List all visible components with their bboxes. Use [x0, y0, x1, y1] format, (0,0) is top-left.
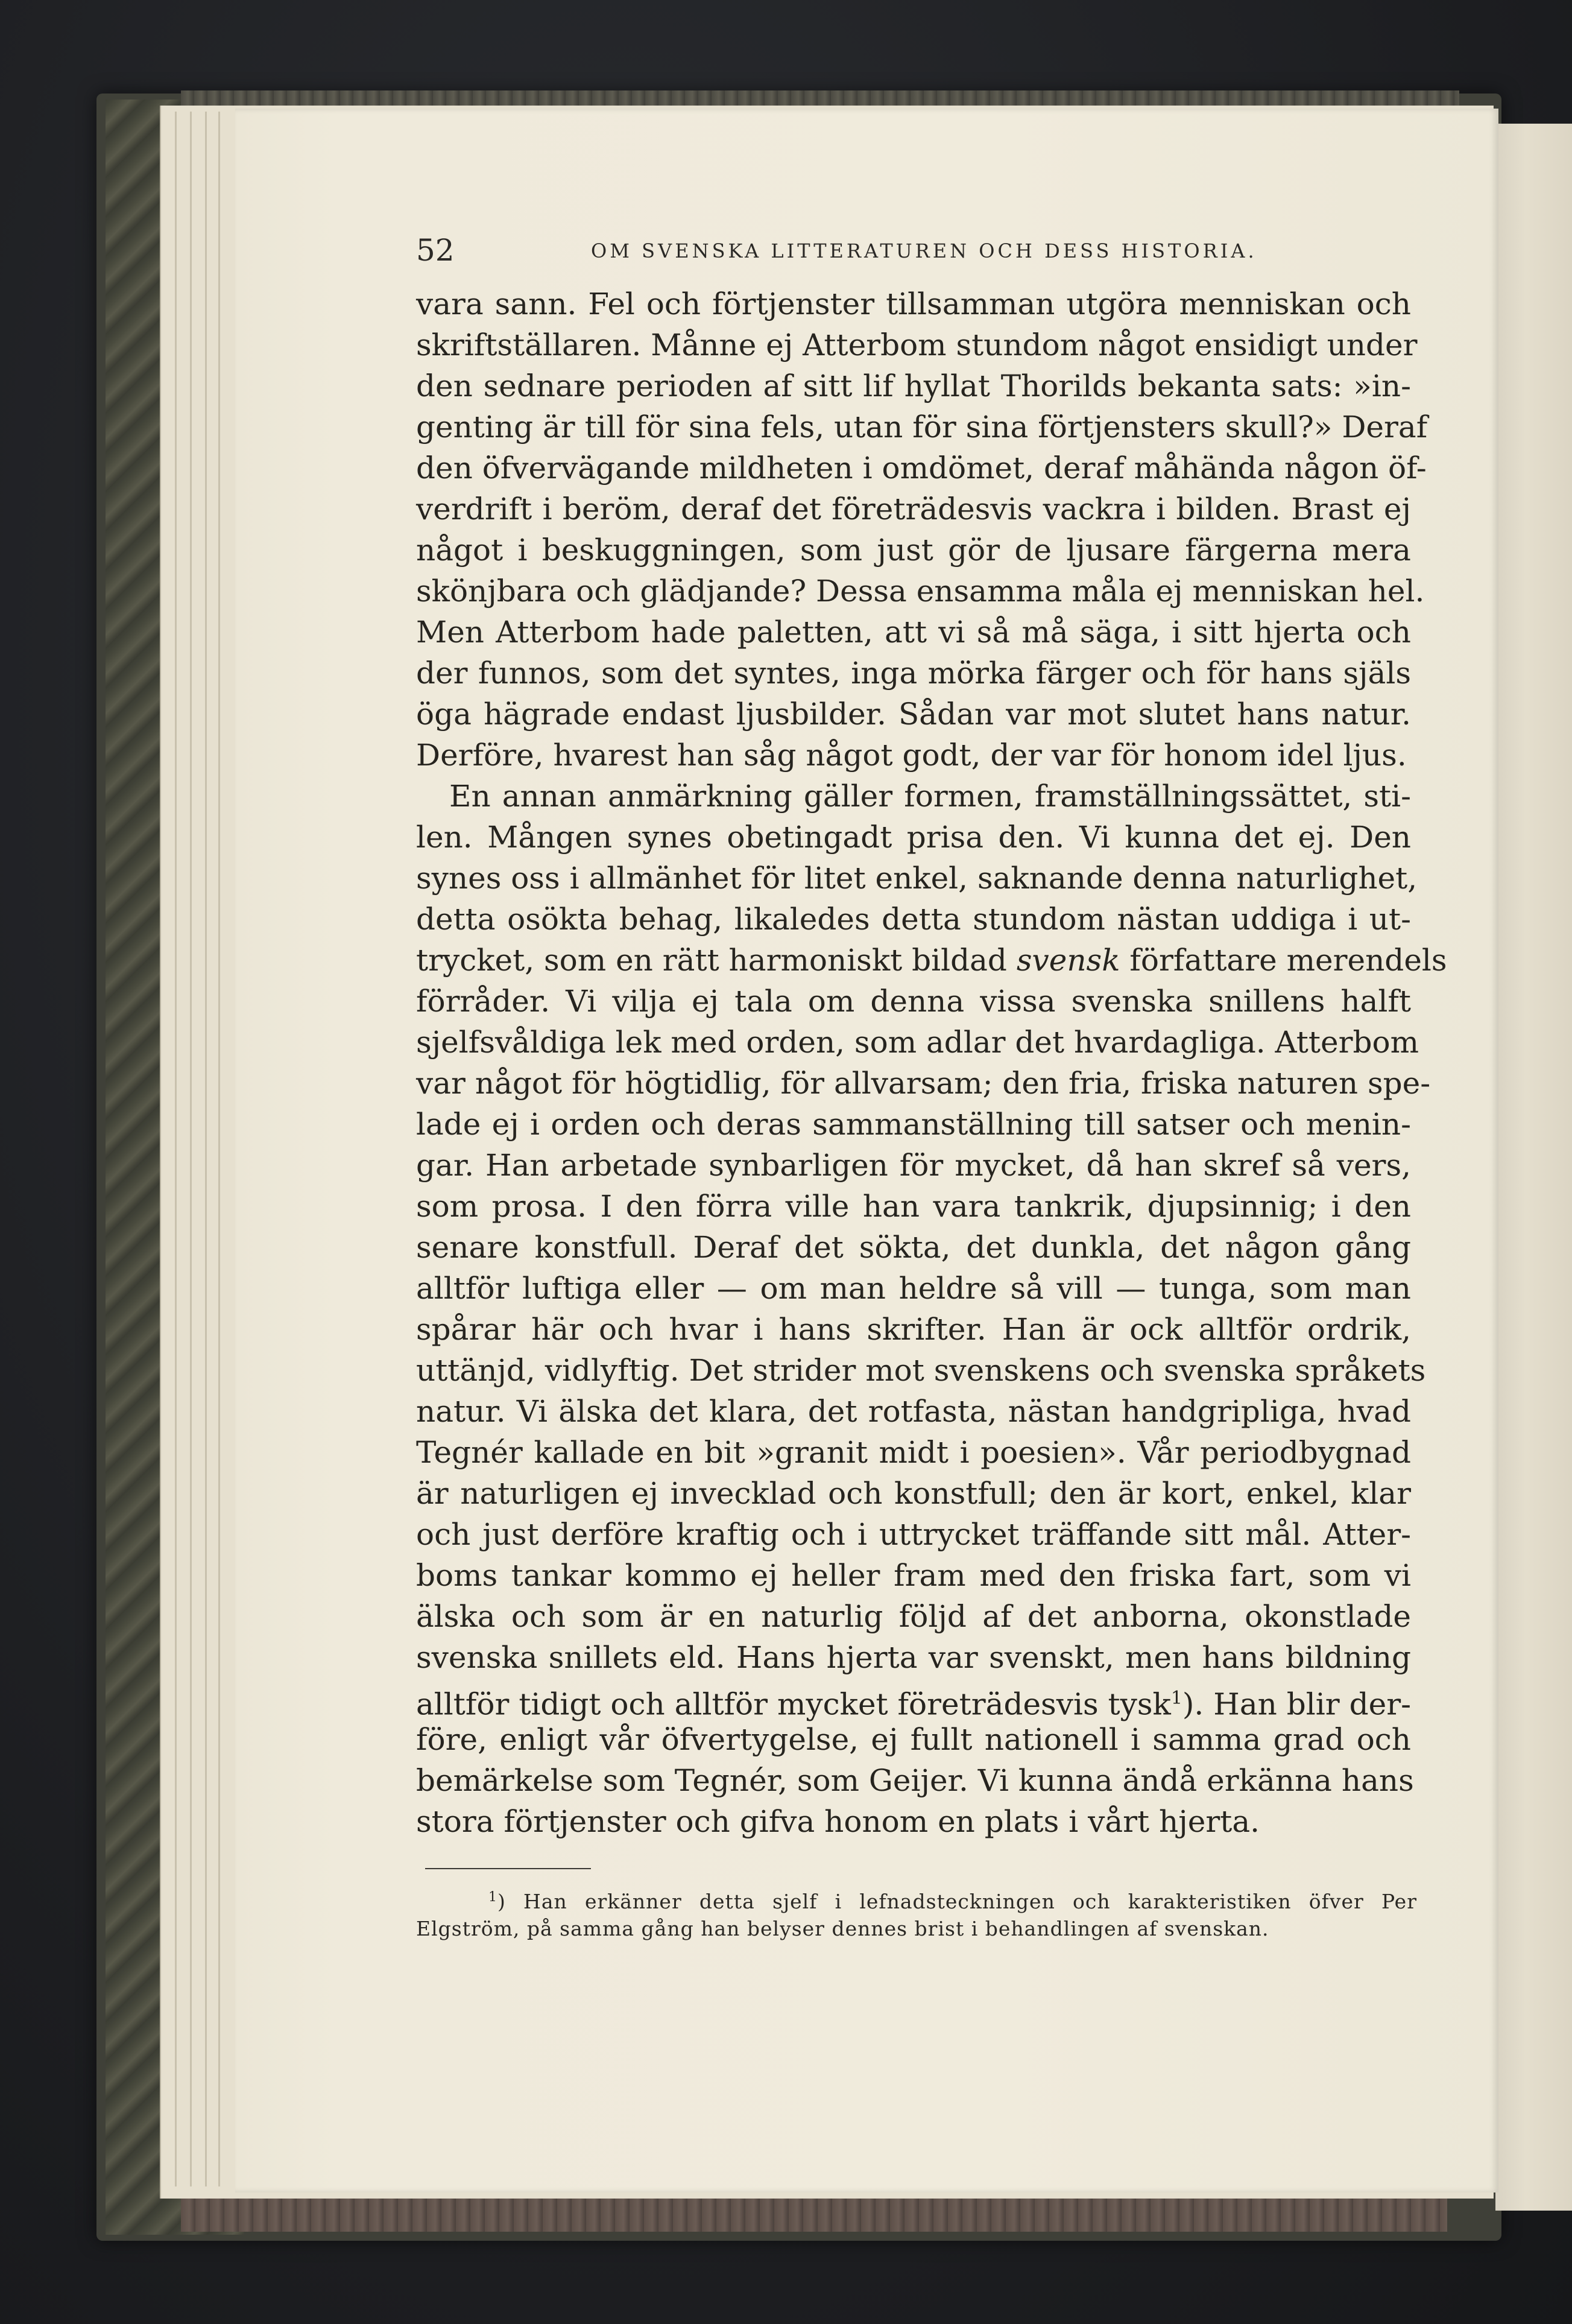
text-line: alltför luftiga eller — om man heldre så vill — tunga, som man — [416, 1271, 1411, 1306]
text-line: var något för högtidlig, för allvarsam; den fria, friska naturen spe- — [416, 1066, 1431, 1101]
book-bottom-edge — [181, 2196, 1447, 2232]
text-line: synes oss i allmänhet för litet enkel, saknande denna naturlighet, — [416, 861, 1418, 896]
text-line: spårar här och hvar i hans skrifter. Han är ock alltför ordrik, — [416, 1312, 1411, 1347]
text-line: Tegnér kallade en bit »granit midt i poesien». Vår periodbygnad — [416, 1435, 1411, 1470]
footnote — [416, 1882, 1417, 1945]
italic-word: svensk — [1016, 943, 1120, 978]
page-number: 52 — [416, 233, 455, 268]
facing-page-edge — [1495, 124, 1572, 2211]
text-line: före, enligt vår öfvertygelse, ej fullt nationell i samma grad och — [416, 1722, 1411, 1757]
text-line: sjelfsvåldiga lek med orden, som adlar det hvardagliga. Atterbom — [416, 1025, 1419, 1060]
text-line: Men Atterbom hade paletten, att vi så må säga, i sitt hjerta och — [416, 615, 1411, 650]
text-line: den öfvervägande mildheten i omdömet, deraf måhända någon öf- — [416, 451, 1427, 486]
footnote-line — [416, 1882, 1417, 1913]
text-line: lade ej i orden och deras sammanställning till satser och menin- — [416, 1107, 1411, 1142]
text-line: älska och som är en naturlig följd af det anborna, okonstlade — [416, 1599, 1411, 1634]
text-line: detta osökta behag, likaledes detta stundom nästan uddiga i ut- — [416, 902, 1411, 937]
text-line: Derföre, hvarest han såg något godt, der var för honom idel ljus. — [416, 738, 1407, 773]
text-line: och just derföre kraftig och i uttrycket träffande sitt mål. Atter- — [416, 1517, 1411, 1552]
text-line-indent: En annan anmärkning gäller formen, framställningssättet, sti- — [449, 779, 1411, 814]
page-header — [416, 232, 1327, 268]
text-line: der funnos, som det syntes, inga mörka färger och för hans själs — [416, 656, 1411, 691]
text-line: genting är till för sina fels, utan för sina förtjensters skull?» Deraf — [416, 410, 1428, 445]
footnote-text: ) Han erkänner detta sjelf i lefnadsteckningen och karakteristiken öfver Per — [497, 1890, 1417, 1913]
text-line: är naturligen ej invecklad och konstfull; den är kort, enkel, klar — [416, 1476, 1411, 1511]
page-edge-line — [190, 112, 192, 2186]
text-line: len. Mången synes obetingadt prisa den. Vi kunna det ej. Den — [416, 820, 1411, 855]
text-segment: författare merendels — [1129, 943, 1447, 978]
text-line: den sednare perioden af sitt lif hyllat Thorilds bekanta sats: »in- — [416, 369, 1411, 404]
text-line: natur. Vi älska det klara, det rotfasta, nästan handgripliga, hvad — [416, 1394, 1411, 1429]
text-line-with-footnote-ref — [416, 1678, 1411, 1722]
text-line: skriftställaren. Månne ej Atterbom stundom något ensidigt under — [416, 328, 1418, 363]
text-segment: trycket, som en rätt harmoniskt bildad — [416, 943, 1007, 978]
footnote-separator — [425, 1868, 591, 1869]
footnote-marker: 1 — [488, 1890, 497, 1905]
text-line: svenska snillets eld. Hans hjerta var svenskt, men hans bildning — [416, 1640, 1411, 1675]
text-line: uttänjd, vidlyftig. Det strider mot svenskens och svenska språkets — [416, 1353, 1426, 1388]
text-segment: ). Han blir der- — [1182, 1686, 1411, 1722]
page-edge-line — [205, 112, 207, 2186]
text-line: öga hägrade endast ljusbilder. Sådan var mot slutet hans natur. — [416, 697, 1411, 732]
text-line: senare konstfull. Deraf det sökta, det dunkla, det någon gång — [416, 1230, 1411, 1265]
page-edge-line — [218, 112, 220, 2186]
text-line: skönjbara och glädjande? Dessa ensamma måla ej menniskan hel. — [416, 574, 1425, 609]
footnote-line: Elgström, på samma gång han belyser dennes brist i behandlingen af svenskan. — [416, 1917, 1269, 1940]
running-head: OM SVENSKA LITTERATUREN OCH DESS HISTORIA. — [591, 239, 1257, 262]
text-segment: alltför tidigt och alltför mycket företrädesvis tysk — [416, 1686, 1171, 1722]
text-line: gar. Han arbetade synbarligen för mycket, då han skref så vers, — [416, 1148, 1411, 1183]
text-line: vara sann. Fel och förtjenster tillsamman utgöra menniskan och — [416, 287, 1411, 321]
text-line: stora förtjenster och gifva honom en plats i vårt hjerta. — [416, 1804, 1260, 1839]
footnote-reference: 1 — [1170, 1688, 1182, 1709]
text-line: som prosa. I den förra ville han vara tankrik, djupsinnig; i den — [416, 1189, 1411, 1224]
page-edge-line — [175, 112, 177, 2186]
main-text — [416, 283, 1447, 1842]
text-line: förråder. Vi vilja ej tala om denna vissa svenska snillens halft — [416, 984, 1411, 1019]
text-line: bemärkelse som Tegnér, som Geijer. Vi kunna ändå erkänna hans — [416, 1763, 1414, 1798]
text-line: verdrift i beröm, deraf det företrädesvis vackra i bilden. Brast ej — [416, 492, 1411, 527]
text-line-with-italic — [416, 940, 1447, 981]
text-line: något i beskuggningen, som just gör de ljusare färgerna mera — [416, 533, 1411, 568]
text-line: boms tankar kommo ej heller fram med den friska fart, som vi — [416, 1558, 1411, 1593]
